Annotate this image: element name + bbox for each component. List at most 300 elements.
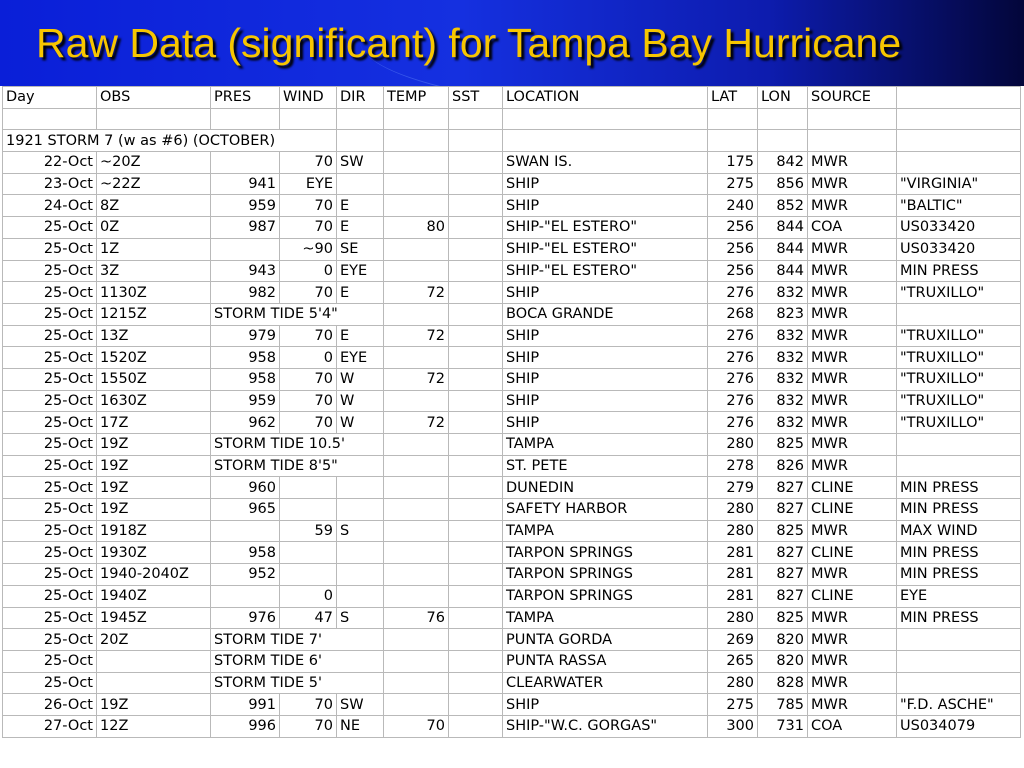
cell-dir: E	[337, 282, 384, 304]
cell-note: MIN PRESS	[897, 542, 1021, 564]
cell-temp: 70	[384, 715, 449, 737]
cell-day: 25-Oct	[3, 542, 97, 564]
cell-temp: 72	[384, 368, 449, 390]
cell-day: 25-Oct	[3, 477, 97, 499]
cell-sst	[449, 477, 503, 499]
cell-temp: 72	[384, 282, 449, 304]
cell-lat: 278	[708, 455, 758, 477]
cell-day: 25-Oct	[3, 368, 97, 390]
empty-cell	[758, 130, 808, 152]
cell-dir: SW	[337, 152, 384, 174]
cell-dir: E	[337, 195, 384, 217]
cell-note: US034079	[897, 715, 1021, 737]
cell-note: "VIRGINIA"	[897, 173, 1021, 195]
cell-dir: NE	[337, 715, 384, 737]
column-header-pres: PRES	[211, 87, 280, 109]
cell-note	[897, 650, 1021, 672]
cell-lat: 280	[708, 520, 758, 542]
cell-lon: 731	[758, 715, 808, 737]
cell-temp	[384, 173, 449, 195]
cell-lon: 844	[758, 238, 808, 260]
cell-lat: 280	[708, 499, 758, 521]
cell-source: MWR	[808, 152, 897, 174]
cell-note: "TRUXILLO"	[897, 412, 1021, 434]
cell-day: 25-Oct	[3, 390, 97, 412]
cell-temp	[384, 195, 449, 217]
cell-location: PUNTA GORDA	[503, 629, 708, 651]
cell-location: DUNEDIN	[503, 477, 708, 499]
cell-temp: 72	[384, 325, 449, 347]
table-row	[3, 477, 1021, 499]
cell-lon: 832	[758, 390, 808, 412]
cell-obs: 1550Z	[97, 368, 211, 390]
cell-wind	[280, 542, 337, 564]
cell-temp	[384, 520, 449, 542]
cell-lat: 276	[708, 390, 758, 412]
cell-dir	[337, 477, 384, 499]
cell-location: SHIP	[503, 412, 708, 434]
table-row	[3, 260, 1021, 282]
cell-sst	[449, 564, 503, 586]
cell-dir: EYE	[337, 260, 384, 282]
cell-location: ST. PETE	[503, 455, 708, 477]
cell-day: 25-Oct	[3, 434, 97, 456]
cell-wind: 0	[280, 260, 337, 282]
table-row	[3, 303, 1021, 325]
cell-day: 25-Oct	[3, 585, 97, 607]
cell-lat: 276	[708, 368, 758, 390]
cell-day: 22-Oct	[3, 152, 97, 174]
cell-obs: 19Z	[97, 694, 211, 716]
cell-location: SHIP	[503, 325, 708, 347]
empty-cell	[708, 108, 758, 130]
cell-source: MWR	[808, 368, 897, 390]
cell-obs: 12Z	[97, 715, 211, 737]
cell-wind: ~90	[280, 238, 337, 260]
cell-sst	[449, 217, 503, 239]
cell-temp	[384, 650, 449, 672]
cell-storm-tide: STORM TIDE 8'5"	[211, 455, 384, 477]
table-row	[3, 650, 1021, 672]
cell-pres: 987	[211, 217, 280, 239]
cell-obs: ~22Z	[97, 173, 211, 195]
cell-temp: 80	[384, 217, 449, 239]
cell-source: MWR	[808, 434, 897, 456]
cell-location: CLEARWATER	[503, 672, 708, 694]
cell-temp	[384, 585, 449, 607]
cell-pres: 965	[211, 499, 280, 521]
cell-source: MWR	[808, 238, 897, 260]
cell-wind: 0	[280, 347, 337, 369]
cell-source: MWR	[808, 260, 897, 282]
cell-sst	[449, 520, 503, 542]
cell-pres: 952	[211, 564, 280, 586]
cell-lat: 256	[708, 260, 758, 282]
table-row	[3, 672, 1021, 694]
cell-dir	[337, 585, 384, 607]
cell-lon: 832	[758, 325, 808, 347]
header-row	[3, 87, 1021, 109]
cell-sst	[449, 499, 503, 521]
title-banner	[0, 0, 1024, 86]
cell-day: 25-Oct	[3, 325, 97, 347]
cell-lat: 275	[708, 173, 758, 195]
cell-location: SHIP	[503, 282, 708, 304]
cell-lon: 832	[758, 412, 808, 434]
cell-lon: 844	[758, 260, 808, 282]
cell-pres: 959	[211, 390, 280, 412]
cell-note: "TRUXILLO"	[897, 390, 1021, 412]
cell-dir: E	[337, 217, 384, 239]
cell-source: MWR	[808, 694, 897, 716]
table-row	[3, 238, 1021, 260]
cell-sst	[449, 152, 503, 174]
cell-lon: 856	[758, 173, 808, 195]
cell-dir: E	[337, 325, 384, 347]
cell-lat: 280	[708, 607, 758, 629]
cell-obs: 19Z	[97, 434, 211, 456]
cell-obs: 1930Z	[97, 542, 211, 564]
cell-source: MWR	[808, 564, 897, 586]
cell-lat: 256	[708, 238, 758, 260]
cell-pres: 991	[211, 694, 280, 716]
cell-wind: 70	[280, 152, 337, 174]
cell-pres	[211, 585, 280, 607]
cell-wind	[280, 564, 337, 586]
cell-source: MWR	[808, 520, 897, 542]
cell-obs: 1940Z	[97, 585, 211, 607]
cell-source: MWR	[808, 607, 897, 629]
cell-location: BOCA GRANDE	[503, 303, 708, 325]
cell-lat: 275	[708, 694, 758, 716]
cell-obs	[97, 650, 211, 672]
cell-source: MWR	[808, 325, 897, 347]
cell-location: TARPON SPRINGS	[503, 564, 708, 586]
cell-note	[897, 434, 1021, 456]
cell-note: "TRUXILLO"	[897, 282, 1021, 304]
cell-lon: 827	[758, 564, 808, 586]
cell-source: MWR	[808, 347, 897, 369]
cell-note: MIN PRESS	[897, 607, 1021, 629]
cell-pres: 941	[211, 173, 280, 195]
column-header-sst: SST	[449, 87, 503, 109]
cell-pres: 979	[211, 325, 280, 347]
table-row	[3, 282, 1021, 304]
cell-storm-tide: STORM TIDE 5'	[211, 672, 384, 694]
cell-source: MWR	[808, 455, 897, 477]
cell-lat: 276	[708, 412, 758, 434]
cell-temp	[384, 672, 449, 694]
cell-lat: 276	[708, 282, 758, 304]
table-row	[3, 434, 1021, 456]
cell-obs: 1630Z	[97, 390, 211, 412]
storm-label-row	[3, 130, 1021, 152]
cell-sst	[449, 412, 503, 434]
cell-pres: 982	[211, 282, 280, 304]
cell-obs: 1215Z	[97, 303, 211, 325]
cell-lat: 256	[708, 217, 758, 239]
cell-dir: SE	[337, 238, 384, 260]
table-row	[3, 347, 1021, 369]
cell-wind: 70	[280, 368, 337, 390]
cell-lon: 852	[758, 195, 808, 217]
cell-temp	[384, 152, 449, 174]
cell-wind: 70	[280, 325, 337, 347]
cell-note	[897, 672, 1021, 694]
column-header-obs: OBS	[97, 87, 211, 109]
storm-label: 1921 STORM 7 (w as #6) (OCTOBER)	[3, 130, 337, 152]
cell-location: SHIP	[503, 173, 708, 195]
table-row	[3, 325, 1021, 347]
cell-note	[897, 152, 1021, 174]
empty-cell	[337, 108, 384, 130]
cell-sst	[449, 303, 503, 325]
column-header-day: Day	[3, 87, 97, 109]
cell-note: "F.D. ASCHE"	[897, 694, 1021, 716]
cell-lon: 825	[758, 607, 808, 629]
cell-day: 25-Oct	[3, 499, 97, 521]
cell-obs: 1918Z	[97, 520, 211, 542]
cell-source: COA	[808, 715, 897, 737]
cell-location: SHIP	[503, 195, 708, 217]
cell-source: CLINE	[808, 477, 897, 499]
cell-location: SAFETY HARBOR	[503, 499, 708, 521]
cell-location: SHIP-"EL ESTERO"	[503, 238, 708, 260]
cell-day: 25-Oct	[3, 629, 97, 651]
cell-pres: 943	[211, 260, 280, 282]
cell-day: 25-Oct	[3, 238, 97, 260]
cell-lon: 832	[758, 368, 808, 390]
cell-lon: 827	[758, 542, 808, 564]
cell-day: 24-Oct	[3, 195, 97, 217]
cell-wind	[280, 477, 337, 499]
cell-note: "BALTIC"	[897, 195, 1021, 217]
cell-note: MIN PRESS	[897, 564, 1021, 586]
column-header-wind: WIND	[280, 87, 337, 109]
empty-cell	[337, 130, 384, 152]
cell-note	[897, 455, 1021, 477]
cell-day: 26-Oct	[3, 694, 97, 716]
page-title: Raw Data (significant) for Tampa Bay Hurricane	[36, 20, 902, 66]
cell-lat: 300	[708, 715, 758, 737]
cell-sst	[449, 282, 503, 304]
table-row	[3, 542, 1021, 564]
table-row	[3, 412, 1021, 434]
empty-cell	[449, 108, 503, 130]
cell-location: SHIP-"W.C. GORGAS"	[503, 715, 708, 737]
cell-pres: 959	[211, 195, 280, 217]
cell-day: 25-Oct	[3, 455, 97, 477]
cell-lat: 279	[708, 477, 758, 499]
cell-obs	[97, 672, 211, 694]
cell-pres: 960	[211, 477, 280, 499]
cell-temp	[384, 347, 449, 369]
column-header-dir: DIR	[337, 87, 384, 109]
column-header-note	[897, 87, 1021, 109]
cell-obs: 0Z	[97, 217, 211, 239]
cell-pres: 958	[211, 368, 280, 390]
cell-source: MWR	[808, 303, 897, 325]
cell-location: PUNTA RASSA	[503, 650, 708, 672]
cell-note: EYE	[897, 585, 1021, 607]
table-row	[3, 585, 1021, 607]
cell-sst	[449, 629, 503, 651]
cell-dir: SW	[337, 694, 384, 716]
cell-lat: 280	[708, 672, 758, 694]
cell-storm-tide: STORM TIDE 6'	[211, 650, 384, 672]
empty-cell	[808, 130, 897, 152]
cell-wind: 70	[280, 282, 337, 304]
cell-lat: 276	[708, 347, 758, 369]
cell-lat: 280	[708, 434, 758, 456]
cell-lat: 265	[708, 650, 758, 672]
cell-source: MWR	[808, 173, 897, 195]
cell-lon: 823	[758, 303, 808, 325]
cell-sst	[449, 238, 503, 260]
cell-lon: 825	[758, 520, 808, 542]
cell-pres: 962	[211, 412, 280, 434]
table-row	[3, 499, 1021, 521]
cell-location: SHIP-"EL ESTERO"	[503, 217, 708, 239]
cell-lon: 828	[758, 672, 808, 694]
table-row	[3, 455, 1021, 477]
empty-cell	[708, 130, 758, 152]
cell-sst	[449, 694, 503, 716]
cell-dir: S	[337, 607, 384, 629]
hurricane-data-table	[2, 86, 1021, 738]
cell-lon: 827	[758, 499, 808, 521]
table-body	[3, 87, 1021, 738]
cell-lat: 268	[708, 303, 758, 325]
cell-wind: 59	[280, 520, 337, 542]
cell-pres: 996	[211, 715, 280, 737]
cell-storm-tide: STORM TIDE 10.5'	[211, 434, 384, 456]
cell-wind: 47	[280, 607, 337, 629]
cell-lat: 281	[708, 585, 758, 607]
column-header-lat: LAT	[708, 87, 758, 109]
cell-wind: 70	[280, 217, 337, 239]
cell-sst	[449, 390, 503, 412]
table-row	[3, 607, 1021, 629]
cell-temp	[384, 238, 449, 260]
cell-obs: 17Z	[97, 412, 211, 434]
cell-obs: 19Z	[97, 455, 211, 477]
table-row	[3, 195, 1021, 217]
cell-sst	[449, 368, 503, 390]
blank-row	[3, 108, 1021, 130]
cell-dir	[337, 499, 384, 521]
cell-day: 25-Oct	[3, 412, 97, 434]
cell-lon: 825	[758, 434, 808, 456]
cell-dir: EYE	[337, 347, 384, 369]
empty-cell	[808, 108, 897, 130]
cell-sst	[449, 650, 503, 672]
column-header-source: SOURCE	[808, 87, 897, 109]
cell-sst	[449, 173, 503, 195]
empty-cell	[211, 108, 280, 130]
cell-lon: 785	[758, 694, 808, 716]
cell-obs: 1945Z	[97, 607, 211, 629]
cell-sst	[449, 607, 503, 629]
cell-pres	[211, 520, 280, 542]
cell-source: CLINE	[808, 585, 897, 607]
cell-note: MIN PRESS	[897, 499, 1021, 521]
cell-note: US033420	[897, 217, 1021, 239]
cell-dir: W	[337, 412, 384, 434]
cell-wind: 70	[280, 694, 337, 716]
cell-note	[897, 629, 1021, 651]
cell-wind: EYE	[280, 173, 337, 195]
cell-location: SHIP	[503, 694, 708, 716]
cell-lon: 827	[758, 477, 808, 499]
cell-temp: 76	[384, 607, 449, 629]
cell-storm-tide: STORM TIDE 5'4"	[211, 303, 384, 325]
cell-location: TAMPA	[503, 520, 708, 542]
empty-cell	[758, 108, 808, 130]
cell-obs: 19Z	[97, 477, 211, 499]
cell-note: "TRUXILLO"	[897, 368, 1021, 390]
cell-dir: W	[337, 390, 384, 412]
empty-cell	[449, 130, 503, 152]
empty-cell	[384, 130, 449, 152]
cell-dir	[337, 564, 384, 586]
cell-sst	[449, 260, 503, 282]
cell-sst	[449, 325, 503, 347]
cell-lon: 832	[758, 282, 808, 304]
cell-lat: 240	[708, 195, 758, 217]
cell-note: "TRUXILLO"	[897, 347, 1021, 369]
cell-source: MWR	[808, 672, 897, 694]
cell-lon: 832	[758, 347, 808, 369]
cell-temp	[384, 260, 449, 282]
table-row	[3, 520, 1021, 542]
cell-source: MWR	[808, 629, 897, 651]
cell-obs: 1520Z	[97, 347, 211, 369]
empty-cell	[503, 130, 708, 152]
cell-lon: 827	[758, 585, 808, 607]
cell-location: SWAN IS.	[503, 152, 708, 174]
cell-source: MWR	[808, 412, 897, 434]
cell-location: SHIP	[503, 390, 708, 412]
cell-day: 25-Oct	[3, 347, 97, 369]
cell-obs: 8Z	[97, 195, 211, 217]
empty-cell	[503, 108, 708, 130]
cell-wind: 70	[280, 715, 337, 737]
cell-lat: 281	[708, 564, 758, 586]
cell-source: CLINE	[808, 542, 897, 564]
empty-cell	[384, 108, 449, 130]
cell-source: MWR	[808, 650, 897, 672]
empty-cell	[897, 108, 1021, 130]
cell-lat: 269	[708, 629, 758, 651]
empty-cell	[97, 108, 211, 130]
table-row	[3, 629, 1021, 651]
cell-lon: 820	[758, 650, 808, 672]
cell-obs: ~20Z	[97, 152, 211, 174]
cell-pres: 958	[211, 542, 280, 564]
cell-sst	[449, 715, 503, 737]
cell-temp	[384, 434, 449, 456]
cell-lon: 842	[758, 152, 808, 174]
cell-temp	[384, 455, 449, 477]
cell-day: 25-Oct	[3, 650, 97, 672]
cell-temp	[384, 499, 449, 521]
cell-pres	[211, 238, 280, 260]
cell-day: 25-Oct	[3, 282, 97, 304]
table-row	[3, 173, 1021, 195]
cell-note: US033420	[897, 238, 1021, 260]
cell-source: MWR	[808, 282, 897, 304]
